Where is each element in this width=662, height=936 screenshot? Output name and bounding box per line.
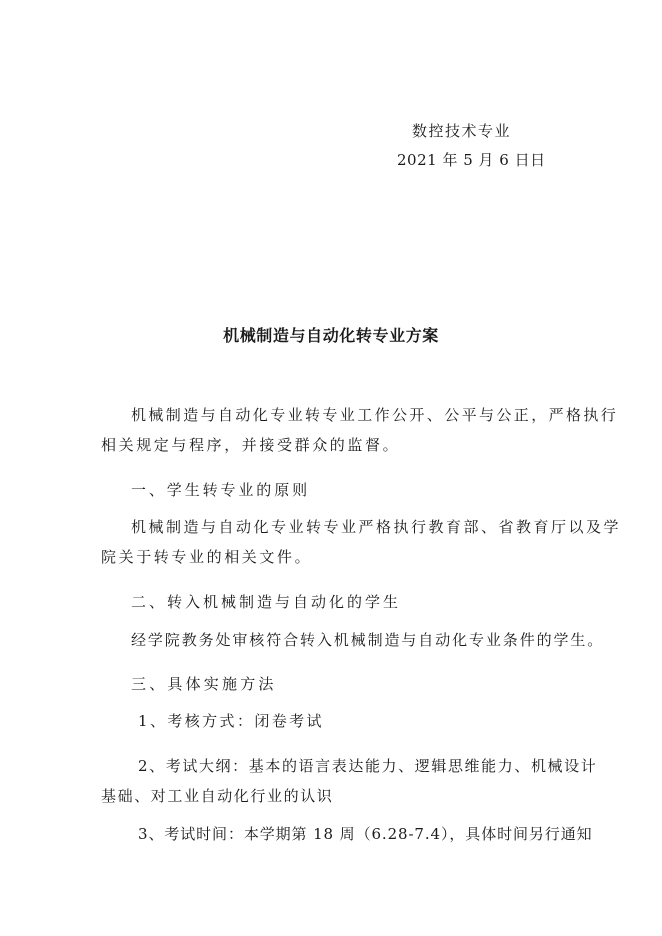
section-3-item-2-line-1: 2、考试大纲：基本的语言表达能力、逻辑思维能力、机械设计 bbox=[138, 757, 598, 775]
section-3-heading: 三、具体实施方法 bbox=[131, 675, 277, 693]
section-2-body: 经学院教务处审核符合转入机械制造与自动化专业条件的学生。 bbox=[131, 631, 605, 649]
section-2-heading: 二、转入机械制造与自动化的学生 bbox=[131, 593, 402, 611]
section-3-item-3: 3、考试时间：本学期第 18 周（6.28-7.4），具体时间另行通知 bbox=[138, 825, 593, 843]
section-3-item-2-line-2: 基础、对工业自动化行业的认识 bbox=[101, 787, 334, 805]
section-1-heading: 一、学生转专业的原则 bbox=[131, 481, 311, 499]
intro-paragraph-line-1: 机械制造与自动化专业转专业工作公开、公平与公正，严格执行 bbox=[131, 406, 619, 424]
section-3-item-1: 1、考核方式：闭卷考试 bbox=[138, 712, 324, 730]
document-title: 机械制造与自动化转专业方案 bbox=[223, 326, 439, 345]
signature-department: 数控技术专业 bbox=[412, 122, 512, 140]
intro-paragraph-line-2: 相关规定与程序，并接受群众的监督。 bbox=[101, 436, 401, 454]
section-1-body-line-1: 机械制造与自动化专业转专业严格执行教育部、省教育厅以及学 bbox=[131, 518, 622, 536]
signature-date: 2021 年 5 月 6 日日 bbox=[397, 151, 546, 169]
section-1-body-line-2: 院关于转专业的相关文件。 bbox=[101, 548, 313, 566]
